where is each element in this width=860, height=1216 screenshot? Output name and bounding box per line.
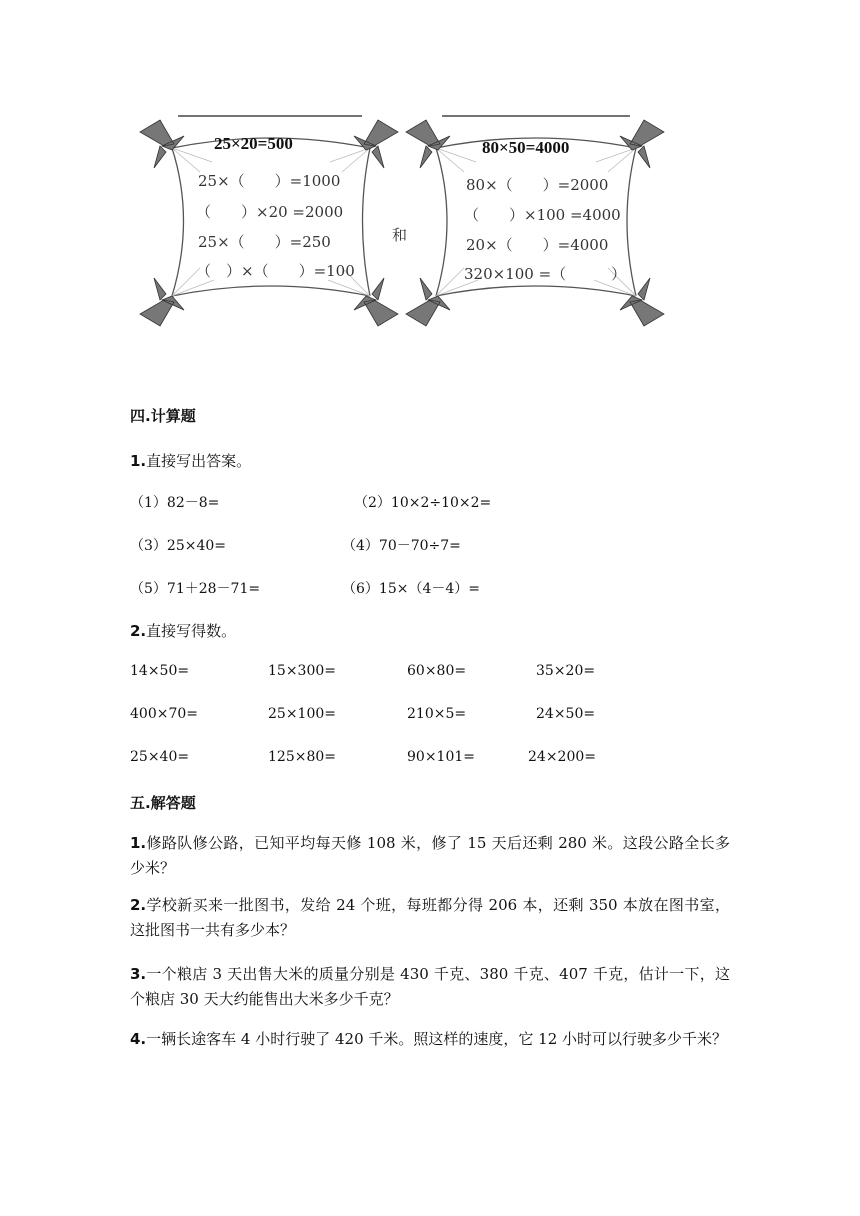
left-card-line: 25×（ ）=250 [198, 233, 331, 251]
question-title [130, 450, 251, 471]
bird-icon [406, 120, 450, 168]
connector-text: 和 [392, 226, 408, 244]
bird-icon [354, 120, 398, 168]
right-card-title: 80×50=4000 [482, 138, 570, 157]
question-title [130, 620, 236, 641]
calc-item: 60×80= [407, 663, 467, 679]
left-card-line: （ ）×20 =2000 [196, 203, 344, 221]
question-number: 2. [130, 622, 147, 640]
problem-text: 一个粮店 3 天出售大米的质量分别是 430 千克、380 千克、407 千克，估计一下，这个粮店 30 天大约能售出大米多少千克？ [130, 965, 730, 1008]
section-title-calculation: 四.计算题 [130, 407, 196, 425]
calc-item: （4）70－70÷7= [342, 538, 461, 554]
calc-item: （5）71＋28－71= [130, 581, 261, 597]
calc-item: 25×40= [130, 749, 190, 765]
calc-item: 90×101= [407, 749, 475, 765]
left-card-line: 25×（ ）=1000 [198, 172, 341, 190]
bird-icon [620, 120, 664, 168]
right-card-line: 20×（ ）=4000 [466, 236, 609, 254]
bird-icon [140, 120, 184, 168]
problem-text: 学校新买来一批图书，发给 24 个班，每班都分得 206 本，还剩 350 本放在图书室，这批图书一共有多少本？ [130, 896, 730, 939]
question-text: 直接写出答案。 [146, 452, 252, 470]
bird-icon [406, 278, 450, 326]
problem-number: 1. [130, 834, 147, 852]
word-problem [130, 893, 730, 943]
question-number: 1. [130, 452, 147, 470]
problem-number: 4. [130, 1030, 147, 1048]
equation-kites-figure [130, 100, 670, 350]
bird-icon [620, 278, 664, 326]
problem-text: 一辆长途客车 4 小时行驶了 420 千米。照这样的速度，它 12 小时可以行驶多少千米？ [146, 1030, 728, 1048]
left-card-title: 25×20=500 [214, 134, 293, 153]
right-card-line: 320×100 =（ ） [464, 265, 627, 283]
calc-item: （6）15×（4－4）= [342, 581, 480, 597]
calc-item: 24×50= [536, 706, 596, 722]
problem-text: 修路队修公路，已知平均每天修 108 米，修了 15 天后还剩 280 米。这段公路全长多少米？ [130, 834, 730, 877]
word-problem [130, 831, 730, 881]
problem-number: 2. [130, 896, 147, 914]
left-card-line: （ ）×（ ）=100 [196, 262, 355, 280]
calc-item: 14×50= [130, 663, 190, 679]
calc-item: （3）25×40= [130, 538, 226, 554]
calc-item: 210×5= [407, 706, 467, 722]
calc-item: （1）82－8= [130, 495, 220, 511]
calc-item: 24×200= [528, 749, 596, 765]
right-card-line: （ ）×100 =4000 [464, 206, 621, 224]
calc-item: （2）10×2÷10×2= [354, 495, 492, 511]
word-problem [130, 1027, 730, 1052]
calc-item: 15×300= [268, 663, 336, 679]
calc-item: 25×100= [268, 706, 336, 722]
calc-item: 400×70= [130, 706, 198, 722]
calc-item: 35×20= [536, 663, 596, 679]
bird-icon [140, 278, 184, 326]
word-problem [130, 962, 730, 1012]
right-card-line: 80×（ ）=2000 [466, 176, 609, 194]
bird-icon [354, 278, 398, 326]
problem-number: 3. [130, 965, 147, 983]
question-text: 直接写得数。 [146, 622, 237, 640]
calc-item: 125×80= [268, 749, 336, 765]
section-title-word-problems: 五.解答题 [130, 794, 196, 812]
